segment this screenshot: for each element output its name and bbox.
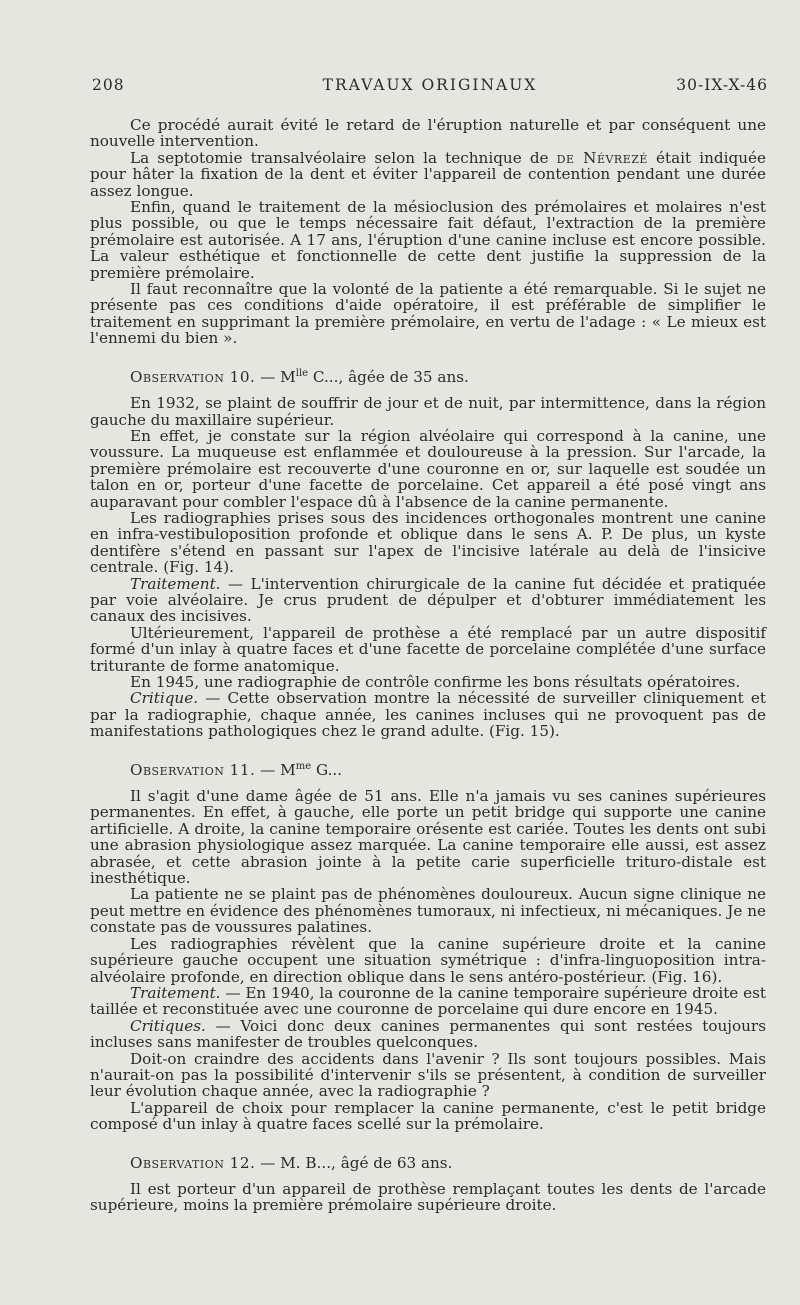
paragraph: En 1945, une radiographie de contrôle confirme les bons résultats opératoires. <box>130 673 741 691</box>
paragraph: Les radiographies révèlent que la canine supérieure droite et la canine supérieure gauche occupent une situation symétrique : d'infra-linguoposition intra-alvéolaire profonde, en direction oblique dans le sens antéro-postérieur. (Fig. 16). <box>90 934 766 986</box>
paragraph: Les radiographies prises sous des incidences orthogonales montrent une canine en infra-vestibuloposition profonde et oblique dans le sens A. P. De plus, un kyste dentifère s'étend en passant sur l'apex de l'incisive latérale au delà de l'insicive centrale. (Fig. 14). <box>90 508 766 577</box>
text-span: — L'intervention chirurgicale de la canine fut décidée et pratiquée par voie alvéolaire. Je crus prudent de dépulper et d'obturer immédiatement les canaux des incisives. <box>90 574 766 626</box>
spacer <box>90 347 766 369</box>
text-span: G... <box>311 760 343 779</box>
paragraph: Il est porteur d'un appareil de prothèse remplaçant toutes les dents de l'arcade supérieure, moins la première prémolaire supérieure droite. <box>90 1179 766 1215</box>
text-span: — Voici donc deux canines permanentes qui sont restées toujours incluses sans manifester de troubles quelconques. <box>90 1016 766 1052</box>
running-head <box>92 76 768 98</box>
spacer <box>90 1133 766 1155</box>
paragraph <box>90 690 766 739</box>
paragraph: La patiente ne se plaint pas de phénomènes douloureux. Aucun signe clinique ne peut mettre en évidence des phénomènes tumoraux, ni infectieux, ni mécaniques. Je ne constate pas de voussures palatines. <box>90 885 766 937</box>
paragraph: Il s'agit d'une dame âgée de 51 ans. Elle n'a jamais vu ses canines supérieures permanentes. En effet, à gauche, elle porte un petit bridge qui supporte une canine artificielle. A droite, la canine temporaire orésente est cariée. Toutes les dents ont subi une abrasion physiologique assez marquée. La canine temporaire elle aussi, est assez abrasée, et cette abrasion jointe à la petite carie superficielle trituro-distale est inesthétique. <box>90 787 766 888</box>
section-label: Critiques. <box>130 1016 206 1035</box>
paragraph: Doit-on craindre des accidents dans l'avenir ? Ils sont toujours possibles. Mais n'aurait-on pas la possibilité d'intervenir s'ils se présentent, à condition de surveiller leur évolution chaque année, avec la radiographie ? <box>90 1049 766 1101</box>
superscript: me <box>295 760 312 772</box>
text-span: — M. B..., âgé de 63 ans. <box>255 1153 453 1172</box>
body-text <box>90 117 766 1214</box>
paragraph: Ultérieurement, l'appareil de prothèse a été remplacé par un autre dispositif formé d'un inlay à quatre faces et d'une facette de porcelaine complétée d'une surface triturante de forme anatomique. <box>90 623 766 675</box>
observation-label: Observation 10. <box>130 367 256 386</box>
running-title: TRAVAUX ORIGINAUX <box>322 76 538 94</box>
paragraph <box>90 576 766 625</box>
text-span: C..., âgée de 35 ans. <box>308 367 469 386</box>
paragraph <box>90 150 766 199</box>
paragraph <box>90 1018 766 1051</box>
observation-label: Observation 11. <box>130 760 256 779</box>
paragraph: L'appareil de choix pour remplacer la canine permanente, c'est le petit bridge composé d'un inlay à quatre faces scellé sur la prémolaire. <box>90 1098 766 1134</box>
text-span: était indiquée pour hâter la fixation de la dent et éviter l'appareil de contention pendant une durée assez longue. <box>90 148 766 200</box>
author-name: de Névrezé <box>556 148 648 167</box>
superscript: lle <box>295 367 309 379</box>
text-span: — En 1940, la couronne de la canine temporaire supérieure droite est taillée et reconstituée avec une couronne de porcelaine qui dure encore en 1945. <box>90 983 767 1019</box>
paragraph: Enfin, quand le traitement de la mésioclusion des prémolaires et molaires n'est plus possible, ou que le temps nécessaire fait défaut, l'extraction de la première prémolaire est autorisée. A 17 ans, l'éruption d'une canine incluse est encore possible. La valeur esthétique et fonctionnelle de cette dent justifie la suppression de la première prémolaire. <box>90 198 766 282</box>
paragraph: En effet, je constate sur la région alvéolaire qui correspond à la canine, une voussure. La muqueuse est enflammée et douloureuse à la pression. Sur l'arcade, la première prémolaire est recouverte d'une couronne en or, sur laquelle est soudée un talon en or, porteur d'une facette de porcelaine. Cet appareil a été posé vingt ans auparavant pour combler l'espace dû à l'absence de la canine permanente. <box>90 426 766 511</box>
text-span: — Cette observation montre la nécessité de surveiller cliniquement et par la radiographie, chaque année, les canines incluses qui ne provoquent pas de manifestations pathologiques chez le grand adulte. (Fig. 15). <box>90 689 766 741</box>
paragraph: Ce procédé aurait évité le retard de l'éruption naturelle et par conséquent une nouvelle intervention. <box>90 116 766 151</box>
section-label: Critique. <box>130 689 199 708</box>
section-label: Traitement. <box>130 983 221 1002</box>
section-label: Traitement. <box>130 574 221 593</box>
spacer <box>90 740 766 762</box>
text-span: — M <box>255 760 296 779</box>
page-number: 208 <box>92 76 125 94</box>
text-span: La septotomie transalvéolaire selon la technique de <box>130 148 557 167</box>
paragraph <box>90 985 766 1018</box>
running-date: 30-IX-X-46 <box>676 76 768 94</box>
paragraph: Il faut reconnaître que la volonté de la patiente a été remarquable. Si le sujet ne présente pas ces conditions d'aide opératoire, il est préférable de simplifier le traitement en supprimant la première prémolaire, en vertu de l'adage : « Le mieux est l'ennemi du bien ». <box>90 280 766 348</box>
text-span: — M <box>255 367 296 386</box>
observation-heading <box>90 762 766 778</box>
observation-heading <box>90 369 766 385</box>
observation-heading <box>90 1155 766 1171</box>
paragraph: En 1932, se plaint de souffrir de jour et de nuit, par intermittence, dans la région gauche du maxillaire supérieur. <box>90 394 766 429</box>
observation-label: Observation 12. <box>130 1153 256 1172</box>
